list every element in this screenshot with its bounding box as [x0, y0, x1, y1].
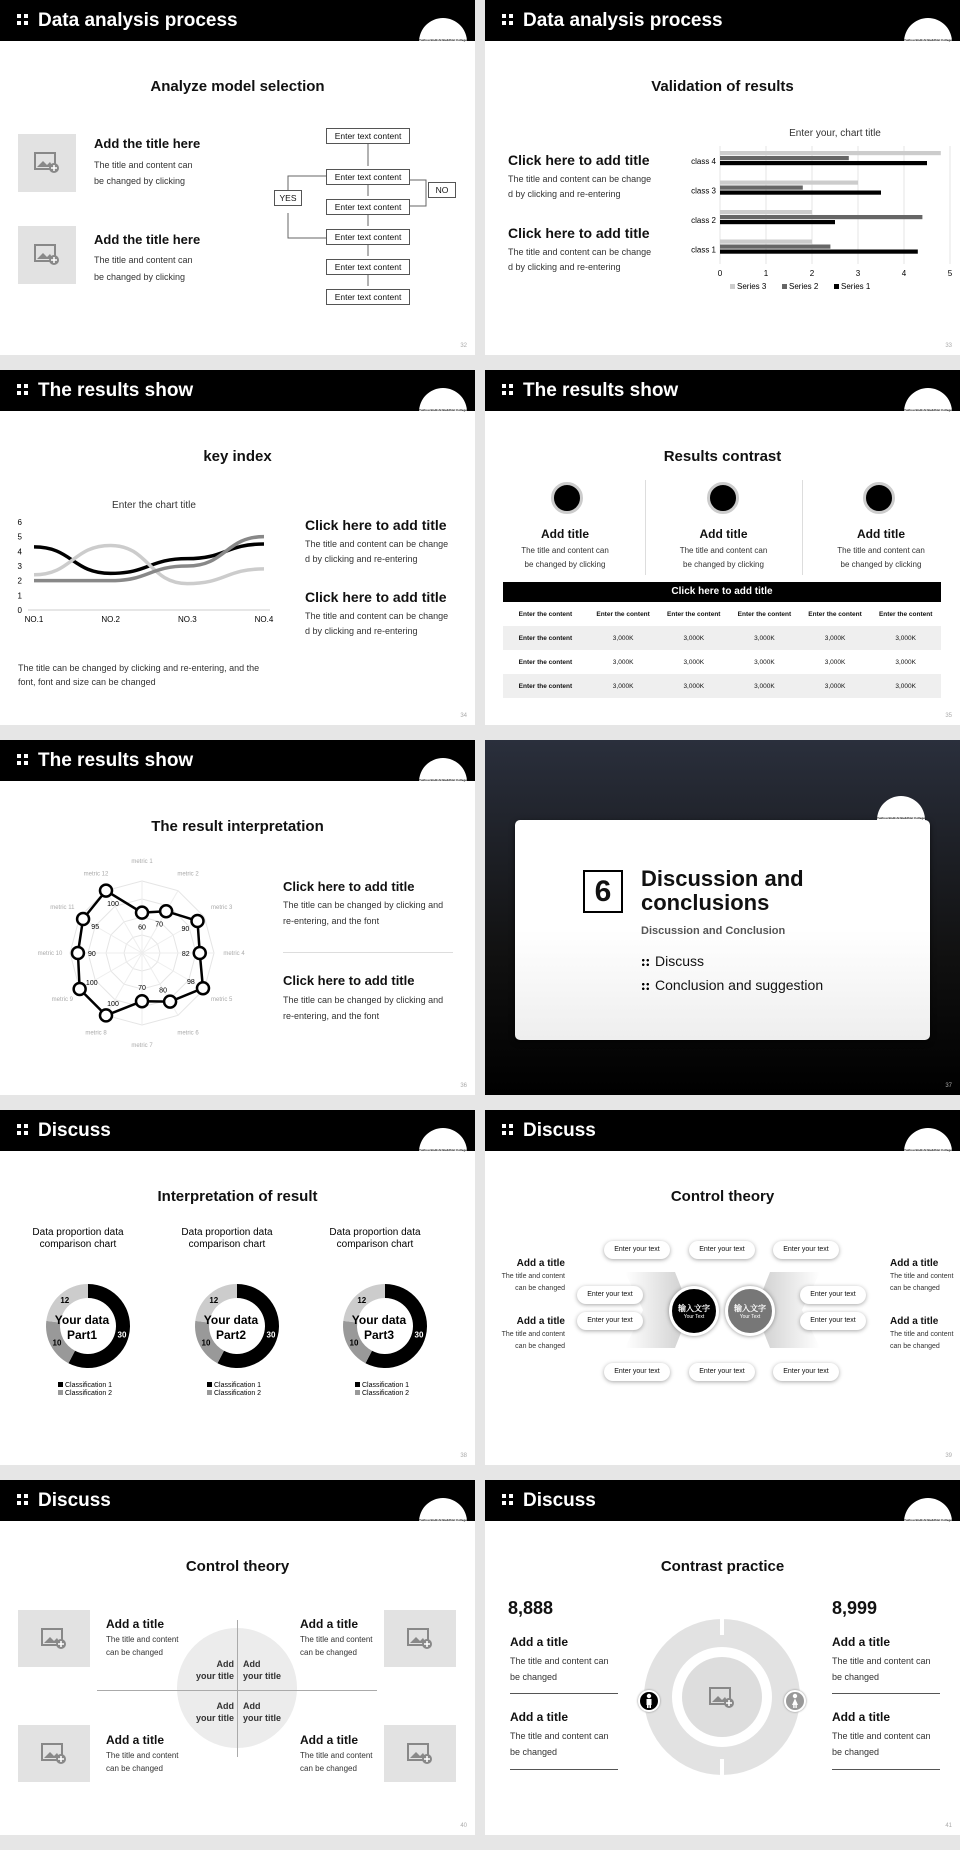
data-label: 82 — [181, 951, 190, 958]
slide-37[interactable] — [485, 740, 960, 1095]
donut-title: Data proportion data — [32, 1227, 124, 1238]
bar — [720, 220, 835, 224]
slide-header: Discuss — [0, 1110, 475, 1151]
chart-icon — [551, 482, 583, 514]
x-tick-label: 0 — [717, 269, 723, 278]
page-number: 35 — [945, 713, 952, 719]
image-placeholder[interactable] — [18, 134, 76, 192]
slide-header: The results show — [0, 740, 475, 781]
slide-title: Control theory — [670, 1188, 775, 1205]
donut-title: Data proportion data — [181, 1227, 273, 1238]
slide-header: Discuss — [0, 1480, 475, 1521]
legend-swatch — [355, 1390, 360, 1395]
college-logo: Yuzhou Bodishi Buddhist College — [904, 18, 952, 66]
bar — [720, 181, 858, 185]
text-pill[interactable]: Enter your text — [800, 1286, 866, 1304]
flow-box[interactable]: Enter text content — [326, 128, 410, 144]
data-label: 90 — [88, 951, 96, 958]
slide-title: Results contrast — [663, 448, 782, 465]
line-chart — [14, 498, 274, 624]
college-logo: Yuzhou Bodishi Buddhist College — [419, 1498, 467, 1546]
data-label: 100 — [85, 980, 98, 987]
slice-label: 12 — [357, 1295, 367, 1305]
section-title: conclusions — [641, 890, 770, 915]
legend-label: Series 1 — [841, 282, 871, 291]
data-label: 98 — [186, 979, 195, 987]
axis-label: metric 8 — [85, 1030, 107, 1037]
radar-point — [74, 983, 86, 995]
axis-label: metric 5 — [211, 997, 233, 1003]
college-logo: Yuzhou Bodishi Buddhist College — [904, 1498, 952, 1546]
radar-point — [77, 913, 89, 925]
section-title: Discussion and — [641, 866, 804, 891]
x-tick-label: NO.2 — [101, 615, 121, 624]
slide-header: The results show — [485, 370, 960, 411]
slide-header: Discuss — [485, 1480, 960, 1521]
donut-center-label: Part1 — [66, 1328, 98, 1342]
y-tick-label: class 4 — [691, 156, 716, 166]
image-placeholder[interactable] — [18, 1610, 90, 1667]
grid-dots-icon — [17, 384, 29, 396]
axis-label: metric 6 — [177, 1030, 199, 1037]
slide-title: Validation of results — [651, 78, 794, 95]
text-pill[interactable]: Enter your text — [773, 1363, 839, 1381]
chart-icon — [863, 482, 895, 514]
legend-label: Series 3 — [737, 282, 767, 291]
radar-point — [72, 947, 84, 959]
picture-icon — [34, 152, 60, 174]
legend-swatch — [207, 1390, 212, 1395]
radar-point — [160, 905, 172, 917]
slide-title: Contrast practice — [660, 1558, 785, 1575]
slide-title: key index — [203, 448, 272, 465]
bar-chart — [690, 124, 955, 294]
grid-dots-icon — [502, 1494, 514, 1506]
item-title: Click here to add title — [305, 517, 447, 533]
picture-icon — [41, 1743, 67, 1765]
flow-box[interactable]: Enter text content — [326, 289, 410, 305]
bullet-dots-icon — [641, 958, 650, 967]
picture-icon — [709, 1687, 735, 1709]
table-row: Enter the content 3,000K 3,000K 3,000K 3,000K 3,000K — [503, 674, 941, 698]
flow-box[interactable]: Enter text content — [326, 199, 410, 215]
axis-label: metric 11 — [50, 905, 75, 911]
text-pill[interactable]: Enter your text — [773, 1241, 839, 1259]
page-number: 33 — [945, 343, 952, 349]
results-table — [503, 602, 941, 698]
grid-dots-icon — [17, 1124, 29, 1136]
text-pill[interactable]: Enter your text — [604, 1241, 670, 1259]
donut-center-label: Part2 — [215, 1328, 247, 1342]
legend-swatch — [355, 1382, 360, 1387]
donut-title: comparison chart — [188, 1239, 266, 1250]
donut-center-label: Part3 — [363, 1328, 395, 1342]
legend-label: Classification 2 — [214, 1390, 262, 1397]
slide-header: Discuss — [485, 1110, 960, 1151]
radar-point — [164, 996, 176, 1008]
donut-title: Data proportion data — [329, 1227, 421, 1238]
data-label: 90 — [181, 925, 190, 933]
page-number: 41 — [945, 1823, 952, 1829]
slice-label: 10 — [349, 1338, 359, 1348]
grid-dots-icon — [17, 14, 29, 26]
page-number: 40 — [460, 1823, 467, 1829]
x-tick-label: 4 — [901, 269, 907, 278]
y-tick-label: 2 — [17, 576, 22, 586]
text-pill[interactable]: Enter your text — [689, 1241, 755, 1259]
no-box[interactable]: NO — [428, 182, 456, 198]
bar — [720, 156, 849, 160]
legend-label: Series 2 — [789, 282, 819, 291]
flow-box[interactable]: Enter text content — [326, 229, 410, 245]
chart-icon — [707, 482, 739, 514]
legend-swatch — [834, 284, 839, 289]
slice-label: 10 — [52, 1338, 62, 1348]
legend-label: Classification 1 — [65, 1382, 113, 1389]
slide-title: The result interpretation — [151, 818, 324, 835]
legend-label: Classification 1 — [214, 1382, 262, 1389]
image-placeholder[interactable] — [384, 1725, 456, 1782]
chart-note: The title can be changed by clicking and re-entering, and the — [18, 663, 260, 673]
college-logo: Yuzhou Bodishi Buddhist College — [419, 1128, 467, 1176]
bar — [720, 161, 927, 165]
x-tick-label: 3 — [855, 269, 861, 278]
flow-box[interactable]: Enter text content — [326, 169, 410, 185]
slide-35[interactable]: The results show Yuzhou Bodishi Buddhist College Results contrast Add title The title and content can be changed by clicking Add title The title and content can be changed by clicking Add title The title and content can be changed by clicking Click here to add title Enter the content Enter the content Enter the content Enter the content Enter the content Enter the content Enter the content 3,000K 3,000K 3,000K 3,000K 3,000K Enter the content 3,000K 3,000K 3,000K 3,000K 3,000K Enter the content 3,000K 3,000K 3,000K 3,000K 3,000K 35 — [485, 370, 960, 725]
page-number: 32 — [460, 343, 467, 349]
y-tick-label: 0 — [17, 606, 22, 615]
slide-33[interactable]: Data analysis process Yuzhou Bodishi Buddhist College Validation of results Click here to add title The title and content can be change d by clicking and re-entering Click here to add title The title and content can be change d by clicking and re-entering Enter your, chart title 0 1 2 3 4 5 class 1 class 2 class 3 class 4 Series 3 Series 2 Series 1 33 — [485, 0, 960, 355]
slice-label: 12 — [209, 1295, 219, 1305]
legend-label: Classification 2 — [65, 1390, 113, 1397]
slide-34[interactable]: The results show Yuzhou Bodishi Buddhist College key index Enter the chart title 0 1 2 3 4 5 6 NO.1 NO.2 NO.3 NO.4 Click here to add title The title and content can be change d by clicking and re-entering Click here to add title The title and content can be change d by clicking and re-entering The title can be changed by clicking and re-entering, and the font, font and size can be changed 34 — [0, 370, 475, 725]
chart-title: Enter your, chart title — [789, 128, 881, 139]
data-label: 70 — [138, 985, 146, 993]
slice-label: 10 — [201, 1338, 211, 1348]
stat-right: 8,999 — [832, 1598, 878, 1618]
donut-charts — [0, 1227, 475, 1410]
axis-label: metric 4 — [223, 951, 245, 957]
text-pill[interactable]: Enter your text — [800, 1312, 866, 1330]
y-tick-label: 5 — [17, 532, 22, 542]
axis-label: metric 3 — [211, 905, 233, 911]
bullet-dots-icon — [641, 982, 650, 991]
image-placeholder[interactable] — [18, 226, 76, 284]
picture-icon — [407, 1743, 433, 1765]
y-tick-label: 3 — [17, 562, 22, 571]
legend-swatch — [207, 1382, 212, 1387]
slide-title: Control theory — [185, 1558, 290, 1575]
donut-center-label: Your data — [54, 1313, 110, 1327]
page-number: 39 — [945, 1453, 952, 1459]
bar — [720, 186, 803, 190]
grid-dots-icon — [502, 14, 514, 26]
slide-title: Interpretation of result — [157, 1188, 318, 1205]
grid-dots-icon — [17, 1494, 29, 1506]
stat-left: 8,888 — [508, 1598, 554, 1618]
slide-header: Data analysis process — [485, 0, 960, 41]
text-pill[interactable]: Enter your text — [577, 1286, 643, 1304]
x-tick-label: 5 — [947, 269, 953, 278]
flow-connectors — [270, 128, 470, 308]
legend-swatch — [58, 1382, 63, 1387]
radar-point — [197, 982, 209, 994]
data-label: 100 — [107, 1001, 119, 1009]
section-number: 6 — [583, 870, 623, 913]
data-label: 60 — [138, 924, 146, 932]
chart-note: font, font and size can be changed — [18, 677, 156, 687]
slice-label: 12 — [60, 1295, 70, 1305]
item-title: Click here to add title — [508, 152, 650, 168]
page-number: 36 — [460, 1083, 467, 1089]
y-tick-label: class 3 — [691, 186, 716, 196]
bar — [720, 151, 941, 155]
bar — [720, 215, 922, 219]
donut-center-label: Your data — [351, 1313, 407, 1327]
data-label: 80 — [159, 987, 167, 995]
data-label: 100 — [107, 900, 119, 908]
bar — [720, 245, 830, 249]
legend-label: Classification 1 — [362, 1382, 410, 1389]
center-circle-black[interactable]: 输入文字 Your Text — [669, 1286, 719, 1336]
item-title: Click here to add title — [508, 225, 650, 241]
chart-title: Enter the chart title — [112, 500, 196, 511]
image-placeholder[interactable] — [18, 1725, 90, 1782]
y-tick-label: 1 — [17, 591, 22, 601]
item-title: Add the title here — [94, 232, 201, 247]
slice-label: 30 — [266, 1330, 276, 1340]
grid-dots-icon — [502, 384, 514, 396]
female-icon — [784, 1690, 806, 1712]
slide-header: Data analysis process — [0, 0, 475, 41]
bar — [720, 240, 812, 244]
donut-title: comparison chart — [336, 1239, 414, 1250]
bar — [720, 210, 812, 214]
table-caption: Click here to add title — [503, 582, 941, 602]
college-logo: Yuzhou Bodishi Buddhist College — [904, 388, 952, 436]
axis-label: metric 10 — [37, 951, 63, 957]
y-tick-label: class 2 — [691, 215, 716, 225]
donut-title: comparison chart — [39, 1239, 117, 1250]
college-logo: Yuzhou Bodishi Buddhist College — [419, 18, 467, 66]
axis-label: metric 9 — [51, 997, 73, 1003]
section-item: Discuss — [655, 953, 705, 969]
slide-39[interactable]: Discuss Yuzhou Bodishi Buddhist College Control theory 输入文字 Your Text 输入文字 Your Text Enter your text Enter your text Enter your text Enter your text Enter your text Enter your text Enter your text Enter your text Enter your text Enter your text Add a title The title and content can be changed Add a title The title and content can be changed Add a title The title and content can be changed Add a title The title and content can be changed 39 — [485, 1110, 960, 1465]
section-subtitle: Discussion and Conclusion — [641, 925, 786, 937]
yes-box[interactable]: YES — [274, 190, 302, 206]
page-number: 37 — [945, 1083, 952, 1089]
radar-point — [136, 995, 148, 1007]
radar-point — [136, 907, 148, 919]
donut-center-label: Your data — [203, 1313, 259, 1327]
axis-label: metric 1 — [131, 859, 153, 865]
text-pill[interactable]: Enter your text — [604, 1363, 670, 1381]
center-circle-gray[interactable]: 输入文字 Your Text — [725, 1286, 775, 1336]
data-label: 95 — [91, 923, 100, 931]
slice-label: 30 — [117, 1330, 127, 1340]
radar-point — [194, 947, 206, 959]
item-title: Add the title here — [94, 136, 201, 151]
male-icon — [638, 1690, 660, 1712]
flow-box[interactable]: Enter text content — [326, 259, 410, 275]
page-number: 34 — [460, 713, 467, 719]
y-tick-label: 4 — [17, 547, 22, 557]
picture-icon — [407, 1628, 433, 1650]
college-logo: Yuzhou Bodishi Buddhist College — [419, 758, 467, 806]
legend-swatch — [58, 1390, 63, 1395]
axis-label: metric 2 — [177, 871, 199, 878]
grid-dots-icon — [17, 754, 29, 766]
x-tick-label: NO.1 — [24, 615, 44, 624]
x-tick-label: NO.3 — [177, 615, 197, 624]
college-logo: Yuzhou Bodishi Buddhist College — [877, 796, 925, 844]
page-number: 38 — [460, 1453, 467, 1459]
y-tick-label: 6 — [17, 518, 22, 527]
bar — [720, 250, 918, 254]
bar — [720, 191, 881, 195]
axis-label: metric 7 — [131, 1043, 153, 1049]
y-tick-label: class 1 — [691, 245, 716, 255]
slide-32[interactable]: Data analysis process Yuzhou Bodishi Buddhist College Analyze model selection Add the title here The title and content can be changed by clicking Add the title here The title and content can be changed by clicking Enter text content Enter text content Enter text content Enter text content Enter text content Enter text content YES NO 32 — [0, 0, 475, 355]
table-row: Enter the content 3,000K 3,000K 3,000K 3,000K 3,000K — [503, 626, 941, 650]
slide-40[interactable]: Discuss Yuzhou Bodishi Buddhist College Control theory Add your title Add your title Add your title Add your title Add a title The title and content can be changed Add a title The title and content can be changed Add a title The title and content can be changed Add a title The title and content can be changed 40 — [0, 1480, 475, 1835]
table-row: Enter the content 3,000K 3,000K 3,000K 3,000K 3,000K — [518, 658, 916, 666]
item-title: Click here to add title — [305, 589, 447, 605]
legend-swatch — [730, 284, 735, 289]
image-placeholder[interactable] — [384, 1610, 456, 1667]
slice-label: 30 — [414, 1330, 424, 1340]
radar-chart — [30, 848, 255, 1058]
radar-point — [191, 915, 203, 927]
college-logo: Yuzhou Bodishi Buddhist College — [904, 1128, 952, 1176]
axis-label: metric 12 — [83, 871, 109, 878]
x-tick-label: 1 — [763, 269, 769, 278]
legend-label: Classification 2 — [362, 1390, 410, 1397]
picture-icon — [41, 1628, 67, 1650]
table-header-row: Enter the content Enter the content Enter the content Enter the content Enter the content Enter the content — [518, 610, 933, 618]
slide-36[interactable]: The results show Yuzhou Bodishi Buddhist College The result interpretation metric 1 metric 2 metric 3 metric 4 metric 5 metric 6 metric 7 metric 8 metric 9 metric 10 metric 11 metric 12 60 70 90 82 98 80 70 100 100 90 95 100 Click here to add title The title can be changed by clicking and re-entering, and the font Click here to add title The title can be changed by clicking and re-entering, and the font 36 — [0, 740, 475, 1095]
slide-41[interactable]: Discuss Yuzhou Bodishi Buddhist College Contrast practice 8,888 8,999 Add a title The title and content can be changed Add a title The title and content can be changed Add a title The title and content can be changed Add a title The title and content can be changed 41 — [485, 1480, 960, 1835]
data-label: 70 — [155, 921, 164, 929]
radar-point — [100, 1009, 112, 1021]
picture-icon — [34, 244, 60, 266]
radar-point — [100, 885, 112, 897]
slide-38[interactable] — [0, 1110, 475, 1465]
legend-swatch — [782, 284, 787, 289]
x-tick-label: 2 — [809, 269, 815, 278]
slide-header: The results show — [0, 370, 475, 411]
slide-title: Analyze model selection — [150, 78, 325, 95]
section-item: Conclusion and suggestion — [655, 977, 824, 993]
text-pill[interactable]: Enter your text — [689, 1363, 755, 1381]
x-tick-label: NO.4 — [254, 615, 274, 624]
college-logo: Yuzhou Bodishi Buddhist College — [419, 388, 467, 436]
text-pill[interactable]: Enter your text — [577, 1312, 643, 1330]
